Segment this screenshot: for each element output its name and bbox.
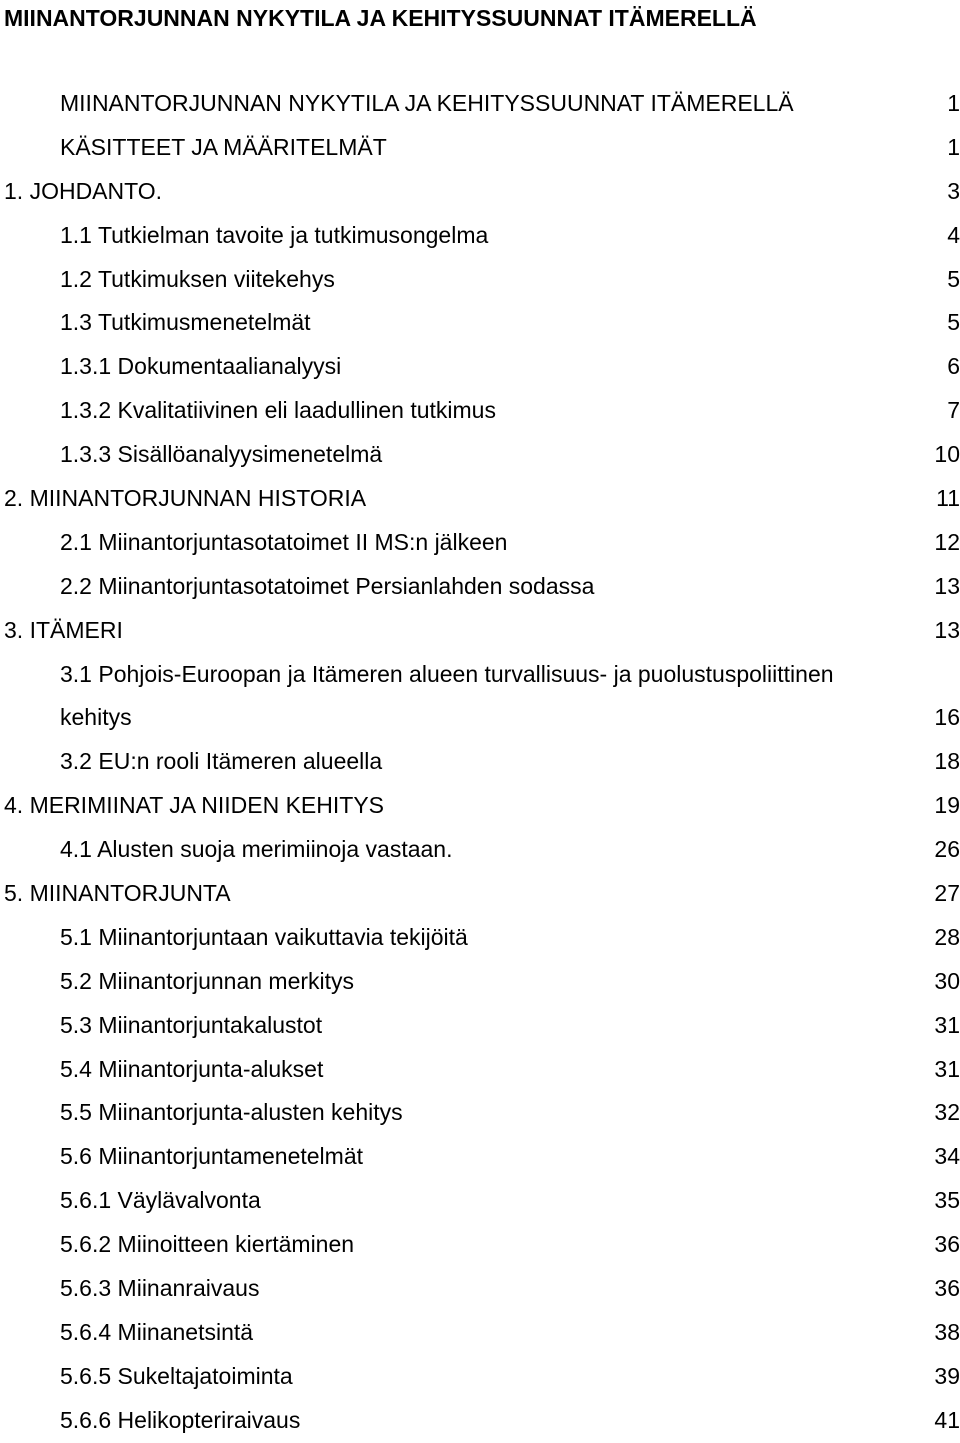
toc-entry-page-number: 41: [934, 1406, 960, 1433]
toc-entry-page-number: 4: [947, 221, 960, 248]
toc-entry[interactable]: [0, 960, 960, 1004]
toc-entry-page-number: 7: [947, 397, 960, 424]
toc-entry-title: 5.6.1 Väylävalvonta: [60, 1187, 261, 1214]
toc-entry-title: 5.6.6 Helikopteriraivaus: [60, 1406, 301, 1433]
toc-entry-title: 5.3 Miinantorjuntakalustot: [60, 1011, 323, 1038]
toc-entry-title: 1.3.2 Kvalitatiivinen eli laadullinen tutkimus: [60, 397, 496, 424]
toc-entry-page-number: 38: [934, 1318, 960, 1345]
toc-entry-title: 3. ITÄMERI: [4, 616, 123, 643]
toc-entry-title: 3.1 Pohjois-Euroopan ja Itämeren alueen turvallisuus- ja puolustuspoliittinen: [60, 660, 834, 687]
toc-entry-title: 2.2 Miinantorjuntasotatoimet Persianlahden sodassa: [60, 572, 595, 599]
toc-entry-page-number: 34: [934, 1143, 960, 1170]
toc-entry[interactable]: [0, 258, 960, 302]
toc-entry-page-number: 30: [934, 967, 960, 994]
toc-entry-title: 2. MIINANTORJUNNAN HISTORIA: [4, 485, 367, 512]
toc-entry[interactable]: [0, 433, 960, 477]
toc-entry[interactable]: [0, 521, 960, 565]
toc-entry-title: MIINANTORJUNNAN NYKYTILA JA KEHITYSSUUNNAT ITÄMERELLÄ: [60, 90, 794, 116]
toc-entry-title: 4.1 Alusten suoja merimiinoja vastaan.: [60, 836, 453, 863]
toc-entry[interactable]: [0, 916, 960, 960]
toc-entry[interactable]: [0, 740, 960, 784]
toc-entry[interactable]: [0, 1399, 960, 1443]
toc-entry-page-number: 31: [934, 1011, 960, 1038]
toc-entry-page-number: 16: [934, 704, 960, 731]
toc-entry-title: 1. JOHDANTO.: [4, 177, 163, 204]
toc-entry-page-number: 11: [936, 485, 960, 512]
toc-entry[interactable]: [0, 301, 960, 345]
toc-entry-page-number: 6: [947, 353, 960, 380]
toc-entry-title: 2.1 Miinantorjuntasotatoimet II MS:n jälkeen: [60, 528, 508, 555]
toc-entry-page-number: 1: [947, 133, 960, 160]
toc-entry[interactable]: [0, 389, 960, 433]
toc-entry-page-number: 10: [934, 441, 960, 468]
toc-entry-title: 5.4 Miinantorjunta-alukset: [60, 1055, 324, 1082]
toc-entry-title: 1.1 Tutkielman tavoite ja tutkimusongelma: [60, 221, 489, 248]
toc-entry[interactable]: [0, 477, 960, 521]
toc-entry-title: kehitys: [60, 704, 132, 731]
document-title: MIINANTORJUNNAN NYKYTILA JA KEHITYSSUUNNAT ITÄMERELLÄ: [4, 5, 757, 31]
toc-entry-page-number: 28: [934, 923, 960, 950]
toc-entry-page-number: 1: [947, 90, 960, 116]
toc-entry-title: 5.6 Miinantorjuntamenetelmät: [60, 1143, 363, 1170]
toc-entry[interactable]: [0, 1004, 960, 1048]
toc-entry-page-number: 19: [934, 792, 960, 819]
toc-entry[interactable]: [0, 1267, 960, 1311]
toc-entry-page-number: 5: [947, 309, 960, 336]
toc-entry-title: 5.6.3 Miinanraivaus: [60, 1275, 260, 1302]
toc-entry[interactable]: [0, 214, 960, 258]
toc-entry-title: 5.5 Miinantorjunta-alusten kehitys: [60, 1099, 403, 1126]
toc-entry-page-number: 36: [934, 1275, 960, 1302]
toc-entry[interactable]: [0, 828, 960, 872]
toc-entry[interactable]: [0, 1091, 960, 1135]
toc-entry[interactable]: [0, 872, 960, 916]
toc-entry[interactable]: [0, 1355, 960, 1399]
toc-entry-page-number: 35: [934, 1187, 960, 1214]
toc-entry-page-number: 5: [947, 265, 960, 292]
toc-entry[interactable]: [0, 565, 960, 609]
toc-entry-title: KÄSITTEET JA MÄÄRITELMÄT: [60, 133, 387, 160]
toc-entry-title: 3.2 EU:n rooli Itämeren alueella: [60, 748, 383, 775]
toc-entry-title: 5.6.5 Sukeltajatoiminta: [60, 1362, 293, 1389]
toc-entry-title: 5.2 Miinantorjunnan merkitys: [60, 967, 355, 994]
toc-entry[interactable]: [0, 784, 960, 828]
toc-entry-title: 5. MIINANTORJUNTA: [4, 880, 231, 907]
toc-entry-page-number: 18: [934, 748, 960, 775]
toc-entry-page-number: 13: [934, 616, 960, 643]
toc-entry[interactable]: [0, 82, 960, 126]
toc-entry-title: 5.6.4 Miinanetsintä: [60, 1318, 254, 1345]
toc-entry-page-number: 13: [934, 572, 960, 599]
toc-entry-title: 1.3.3 Sisällöanalyysimenetelmä: [60, 441, 383, 468]
toc-entry-title: 4. MERIMIINAT JA NIIDEN KEHITYS: [4, 792, 384, 819]
toc-entry[interactable]: [0, 1311, 960, 1355]
toc-entry-title: 1.3.1 Dokumentaalianalyysi: [60, 353, 342, 380]
toc-entry-page-number: 36: [934, 1231, 960, 1258]
toc-entry[interactable]: [0, 1048, 960, 1092]
toc-entry-title: 5.6.2 Miinoitteen kiertäminen: [60, 1231, 355, 1258]
toc-entry[interactable]: [0, 1179, 960, 1223]
toc-entry-title: 1.3 Tutkimusmenetelmät: [60, 309, 311, 336]
toc-entry[interactable]: [0, 696, 960, 740]
toc-entry-title: 1.2 Tutkimuksen viitekehys: [60, 265, 335, 292]
toc-entry-page-number: 26: [934, 836, 960, 863]
toc-entry[interactable]: [0, 345, 960, 389]
toc-entry[interactable]: [0, 1223, 960, 1267]
toc-entry-page-number: 27: [934, 880, 960, 907]
toc-entry-title: 5.1 Miinantorjuntaan vaikuttavia tekijöitä: [60, 923, 468, 950]
toc-entry-page-number: 12: [934, 528, 960, 555]
toc-entry[interactable]: [0, 126, 960, 170]
toc-entry-page-number: 3: [947, 177, 960, 204]
toc-entry-page-number: 32: [934, 1099, 960, 1126]
toc-entry[interactable]: [0, 170, 960, 214]
toc-entry[interactable]: [0, 1135, 960, 1179]
toc-entry-page-number: 31: [934, 1055, 960, 1082]
toc-entry[interactable]: [0, 609, 960, 653]
toc-entry-page-number: 39: [934, 1362, 960, 1389]
toc-entry[interactable]: [0, 653, 960, 697]
table-of-contents: [0, 82, 960, 1443]
